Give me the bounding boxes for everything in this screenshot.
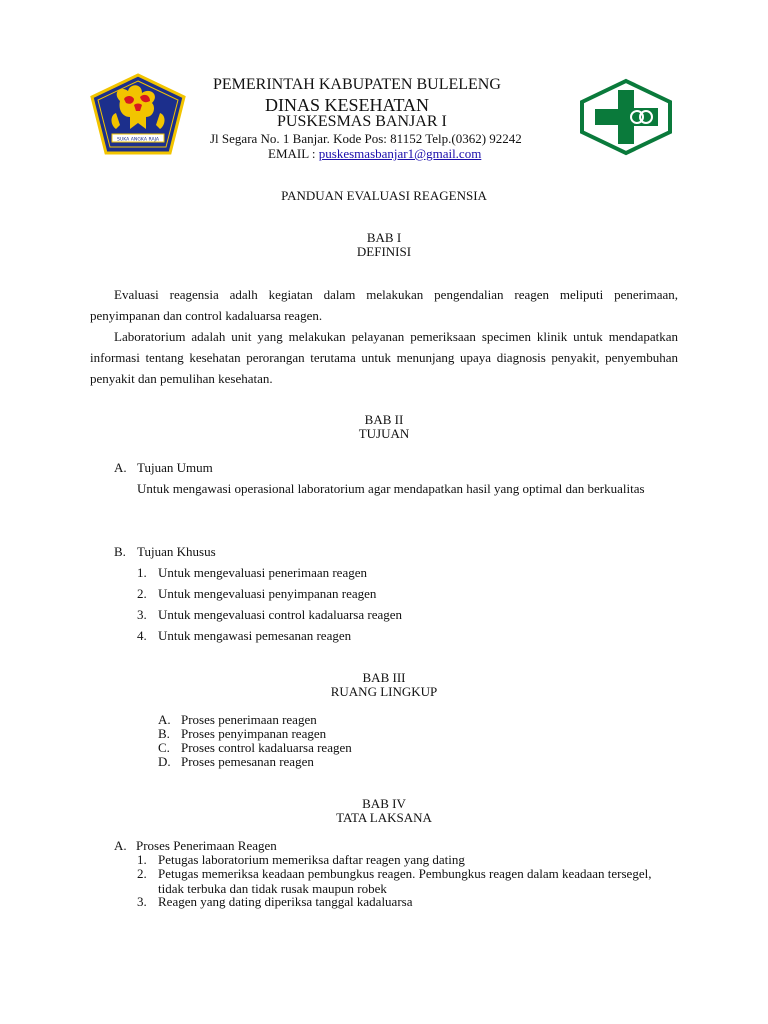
list-item: Proses pemesanan reagen bbox=[181, 754, 314, 769]
list-item: Untuk mengawasi pemesanan reagen bbox=[158, 628, 352, 643]
list-item: Untuk mengevaluasi control kadaluarsa reagen bbox=[158, 607, 403, 622]
list-item: Reagen yang dating diperiksa tanggal kadaluarsa bbox=[158, 894, 413, 909]
list-item: Petugas laboratorium memeriksa daftar reagen yang dating bbox=[158, 852, 465, 867]
bab2-b-marker: B. bbox=[114, 544, 126, 559]
bab2-a-text: Untuk mengawasi operasional laboratorium agar mendapatkan hasil yang optimal dan berkualitas bbox=[137, 481, 645, 496]
list-item: Untuk mengevaluasi penyimpanan reagen bbox=[158, 586, 377, 601]
bab2-b-title: Tujuan Khusus bbox=[137, 544, 216, 559]
list-item-number: 1. bbox=[137, 852, 147, 867]
bab2-title: TUJUAN bbox=[358, 426, 410, 441]
bab4-a-marker: A. bbox=[114, 838, 127, 853]
buleleng-emblem-logo bbox=[90, 73, 186, 155]
list-item-number: 1. bbox=[137, 565, 147, 580]
list-item-number: 3. bbox=[137, 894, 147, 909]
header-government: PEMERINTAH KABUPATEN BULELENG bbox=[213, 76, 501, 93]
header-address: Jl Segara No. 1 Banjar. Kode Pos: 81152 Telp.(0362) 92242 bbox=[210, 131, 522, 146]
list-item-number: 4. bbox=[137, 628, 147, 643]
list-item: Untuk mengevaluasi penerimaan reagen bbox=[158, 565, 367, 580]
list-item: Petugas memeriksa keadaan pembungkus reagen. Pembungkus reagen dalam keadaan tersegel, tidak terbuka dan tidak rusak maupun robek bbox=[158, 866, 652, 896]
bab4-title: TATA LAKSANA bbox=[336, 810, 432, 825]
document-title: PANDUAN EVALUASI REAGENSIA bbox=[281, 188, 487, 203]
email-link[interactable]: puskesmasbanjar1@gmail.com bbox=[318, 146, 482, 161]
bab4-number: BAB IV bbox=[362, 796, 406, 811]
header-puskesmas: PUSKESMAS BANJAR I bbox=[277, 113, 447, 130]
list-item-marker: A. bbox=[158, 712, 171, 727]
emblem-banner-text: SUKA ANGKA RAJA bbox=[116, 137, 160, 143]
list-item-marker: C. bbox=[158, 740, 170, 755]
bab3-number: BAB III bbox=[362, 670, 406, 685]
list-item-number: 2. bbox=[137, 866, 147, 881]
puskesmas-logo bbox=[578, 78, 674, 156]
email-label: EMAIL : bbox=[268, 146, 319, 161]
bab3-title: RUANG LINGKUP bbox=[330, 684, 438, 699]
header-email-line bbox=[268, 146, 481, 161]
bab1-title: DEFINISI bbox=[356, 244, 412, 259]
bab2-a-title: Tujuan Umum bbox=[137, 460, 213, 475]
list-item-marker: B. bbox=[158, 726, 170, 741]
list-item: Proses penyimpanan reagen bbox=[181, 726, 327, 741]
bab4-a-title: Proses Penerimaan Reagen bbox=[136, 838, 277, 853]
list-item-marker: D. bbox=[158, 754, 171, 769]
bab1-paragraph-2: Laboratorium adalah unit yang melakukan pelayanan pemeriksaan specimen klinik untuk mendapatkan informasi tentang kesehatan perorangan terutama untuk menunjang upaya diagnosis penyakit, penyembuhan penyakit dan pemulihan kesehatan. bbox=[90, 329, 678, 386]
header-department: DINAS KESEHATAN bbox=[265, 95, 430, 115]
bab1-number: BAB I bbox=[366, 230, 402, 245]
bab1-paragraph-1: Evaluasi reagensia adalh kegiatan dalam melakukan pengendalian reagen meliputi penerimaan, penyimpanan dan control kadaluarsa reagen. bbox=[90, 287, 678, 323]
list-item: Proses control kadaluarsa reagen bbox=[181, 740, 352, 755]
bab2-number: BAB II bbox=[364, 412, 404, 427]
list-item-number: 2. bbox=[137, 586, 147, 601]
list-item: Proses penerimaan reagen bbox=[181, 712, 317, 727]
bab2-a-marker: A. bbox=[114, 460, 127, 475]
list-item-number: 3. bbox=[137, 607, 147, 622]
